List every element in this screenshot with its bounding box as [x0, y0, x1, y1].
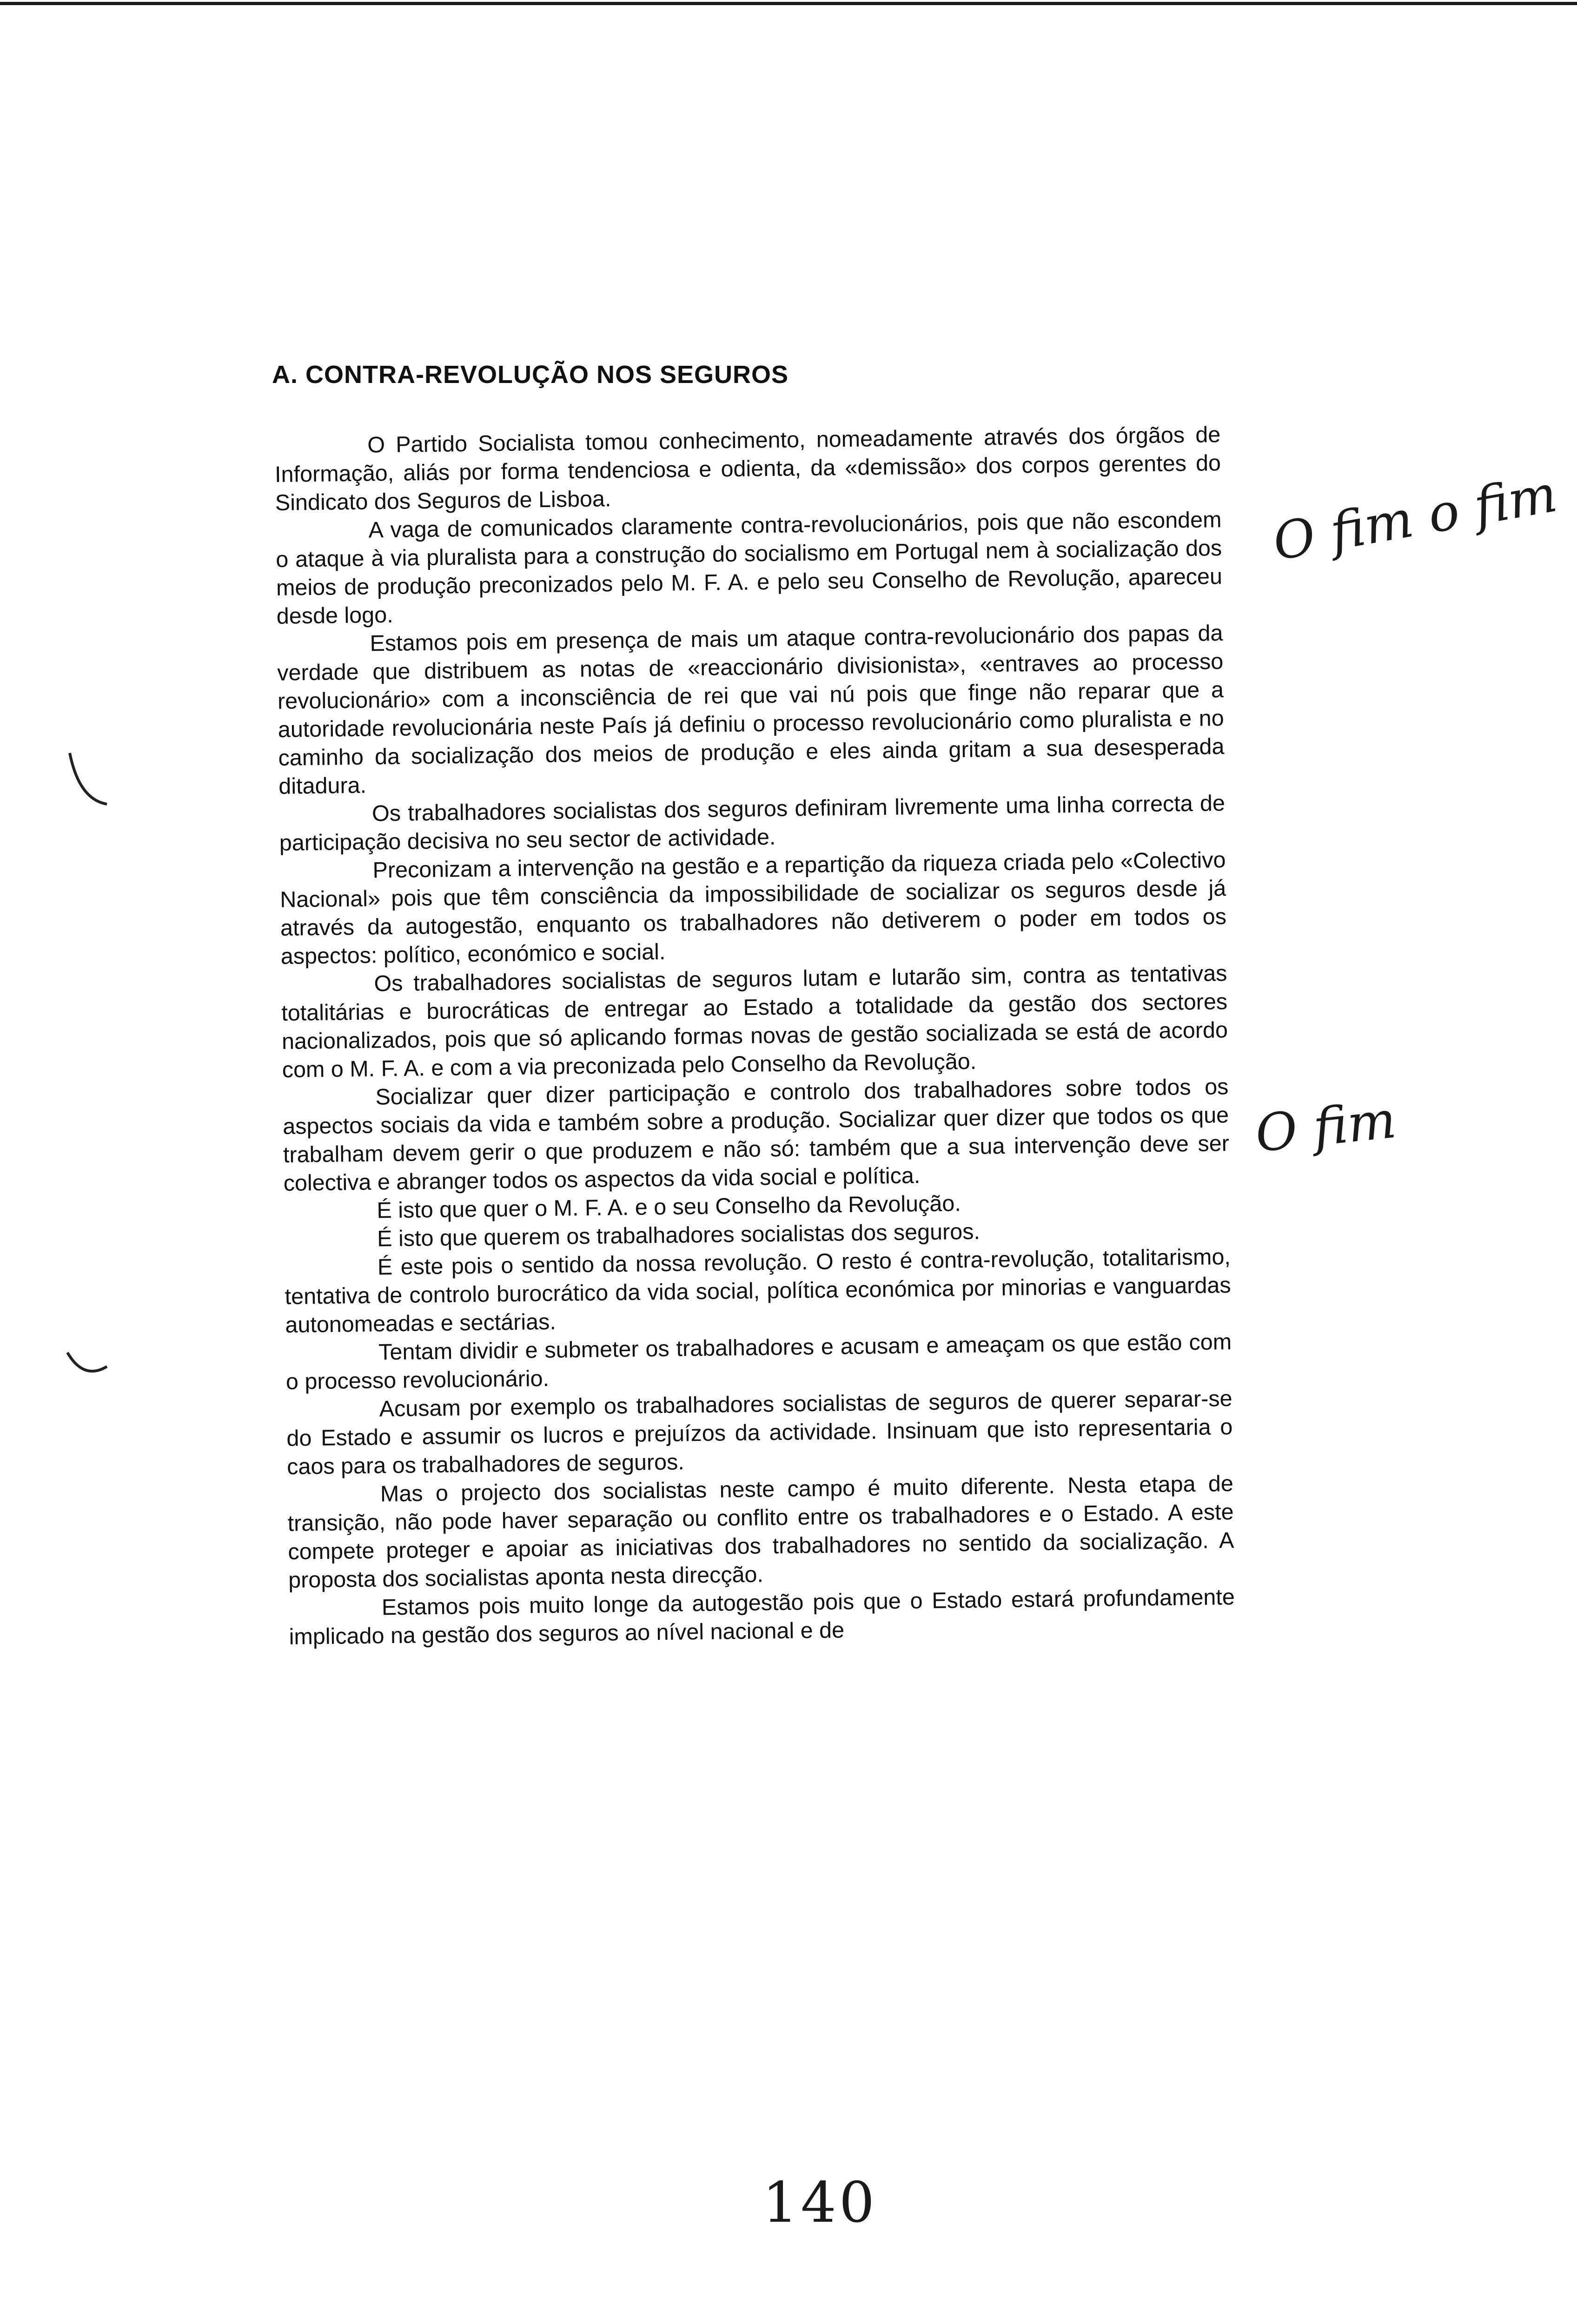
- page-number: 140: [762, 2171, 878, 2235]
- paragraph: Socializar quer dizer participação e controlo dos trabalhadores sobre todos os aspectos sociais da vida e também sobre a produção. Socializar quer dizer que todos os que trabalham devem gerir o que produzem e não só: também que a sua intervenção deve ser colectiva e abranger todos os aspectos da vida social e política.: [282, 1074, 1230, 1196]
- paragraph: A vaga de comunicados claramente contra-revolucionários, pois que não escondem o ataque à via pluralista para a construção do socialismo em Portugal nem à socialização dos meios de produção preconizados pelo M. F. A. e pelo seu Conselho de Revolução, apareceu desde logo.: [276, 507, 1223, 629]
- paragraph: É isto que quer o M. F. A. e o seu Conselho da Revolução.: [377, 1191, 961, 1223]
- paragraph: Preconizam a intervenção na gestão e a repartição da riqueza criada pelo «Colectivo Nacional» pois que têm consciência da impossibilidade de socializar os seguros desde já através da autogestão, enquanto os trabalhadores não detiverem o poder em todos os aspectos: político, económico e social.: [279, 847, 1227, 969]
- paragraph: O Partido Socialista tomou conhecimento, nomeadamente através dos órgãos de Informação, aliás por forma tendenciosa e odienta, da «demissão» dos corpos gerentes do Sindicato dos Seguros de Lisboa.: [274, 422, 1221, 515]
- paragraph: É este pois o sentido da nossa revolução. O resto é contra-revolução, totalitarismo, tentativa de controlo burocrático da vida social, política económica por minorias e vanguardas autonomeadas e sectárias.: [285, 1244, 1231, 1338]
- paragraph: Tentam dividir e submeter os trabalhadores e acusam e ameaçam os que estão com o processo revolucionário.: [285, 1329, 1232, 1394]
- article-body: [274, 421, 1235, 1651]
- handwritten-margin-note: O fim o fim: [1268, 463, 1562, 572]
- paragraph: Os trabalhadores socialistas de seguros lutam e lutarão sim, contra as tentativas totalitárias e burocráticas de entregar ao Estado a totalidade da gestão dos sectores nacionalizados, pois que só aplicando formas novas de gestão socializada se está de acordo com o M. F. A. e com a via preconizada pelo Conselho da Revolução.: [281, 961, 1228, 1083]
- scan-top-border: [0, 2, 1577, 5]
- paragraph: Acusam por exemplo os trabalhadores socialistas de seguros de querer separar-se do Estado e assumir os lucros e prejuízos da actividade. Insinuam que isto representaria o caos para os trabalhadores de seguros.: [286, 1386, 1233, 1479]
- paragraph: Estamos pois em presença de mais um ataque contra-revolucionário dos papas da verdade que distribuem as notas de «reaccionário divisionista», «entraves ao processo revolucionário» com a inconsciência de rei que vai nú pois que finge não reparar que a autoridade revolucionária neste País já definiu o processo revolucionário como pluralista e no caminho da socialização dos meios de produção e eles ainda gritam a sua desesperada ditadura.: [277, 621, 1225, 799]
- handwritten-margin-note: O fim: [1252, 1089, 1399, 1164]
- paragraph: Os trabalhadores socialistas dos seguros definiram livremente uma linha correcta de participação decisiva no seu sector de actividade.: [279, 791, 1226, 856]
- paragraph: É isto que querem os trabalhadores socialistas dos seguros.: [377, 1219, 981, 1252]
- paragraph: Estamos pois muito longe da autogestão pois que o Estado estará profundamente implicado na gestão dos seguros ao nível nacional e de: [289, 1584, 1235, 1650]
- page-title: A. CONTRA-REVOLUÇÃO NOS SEGUROS: [272, 361, 789, 389]
- paragraph: Mas o projecto dos socialistas neste campo é muito diferente. Nesta etapa de transição, não pode haver separação ou conflito entre os trabalhadores e o Estado. A este compete proteger e apoiar as iniciativas dos trabalhadores no sentido da socialização. A proposta dos socialistas aponta nesta direcção.: [287, 1471, 1234, 1593]
- binding-mark-icon: [60, 748, 112, 813]
- binding-mark-icon: [60, 1334, 112, 1390]
